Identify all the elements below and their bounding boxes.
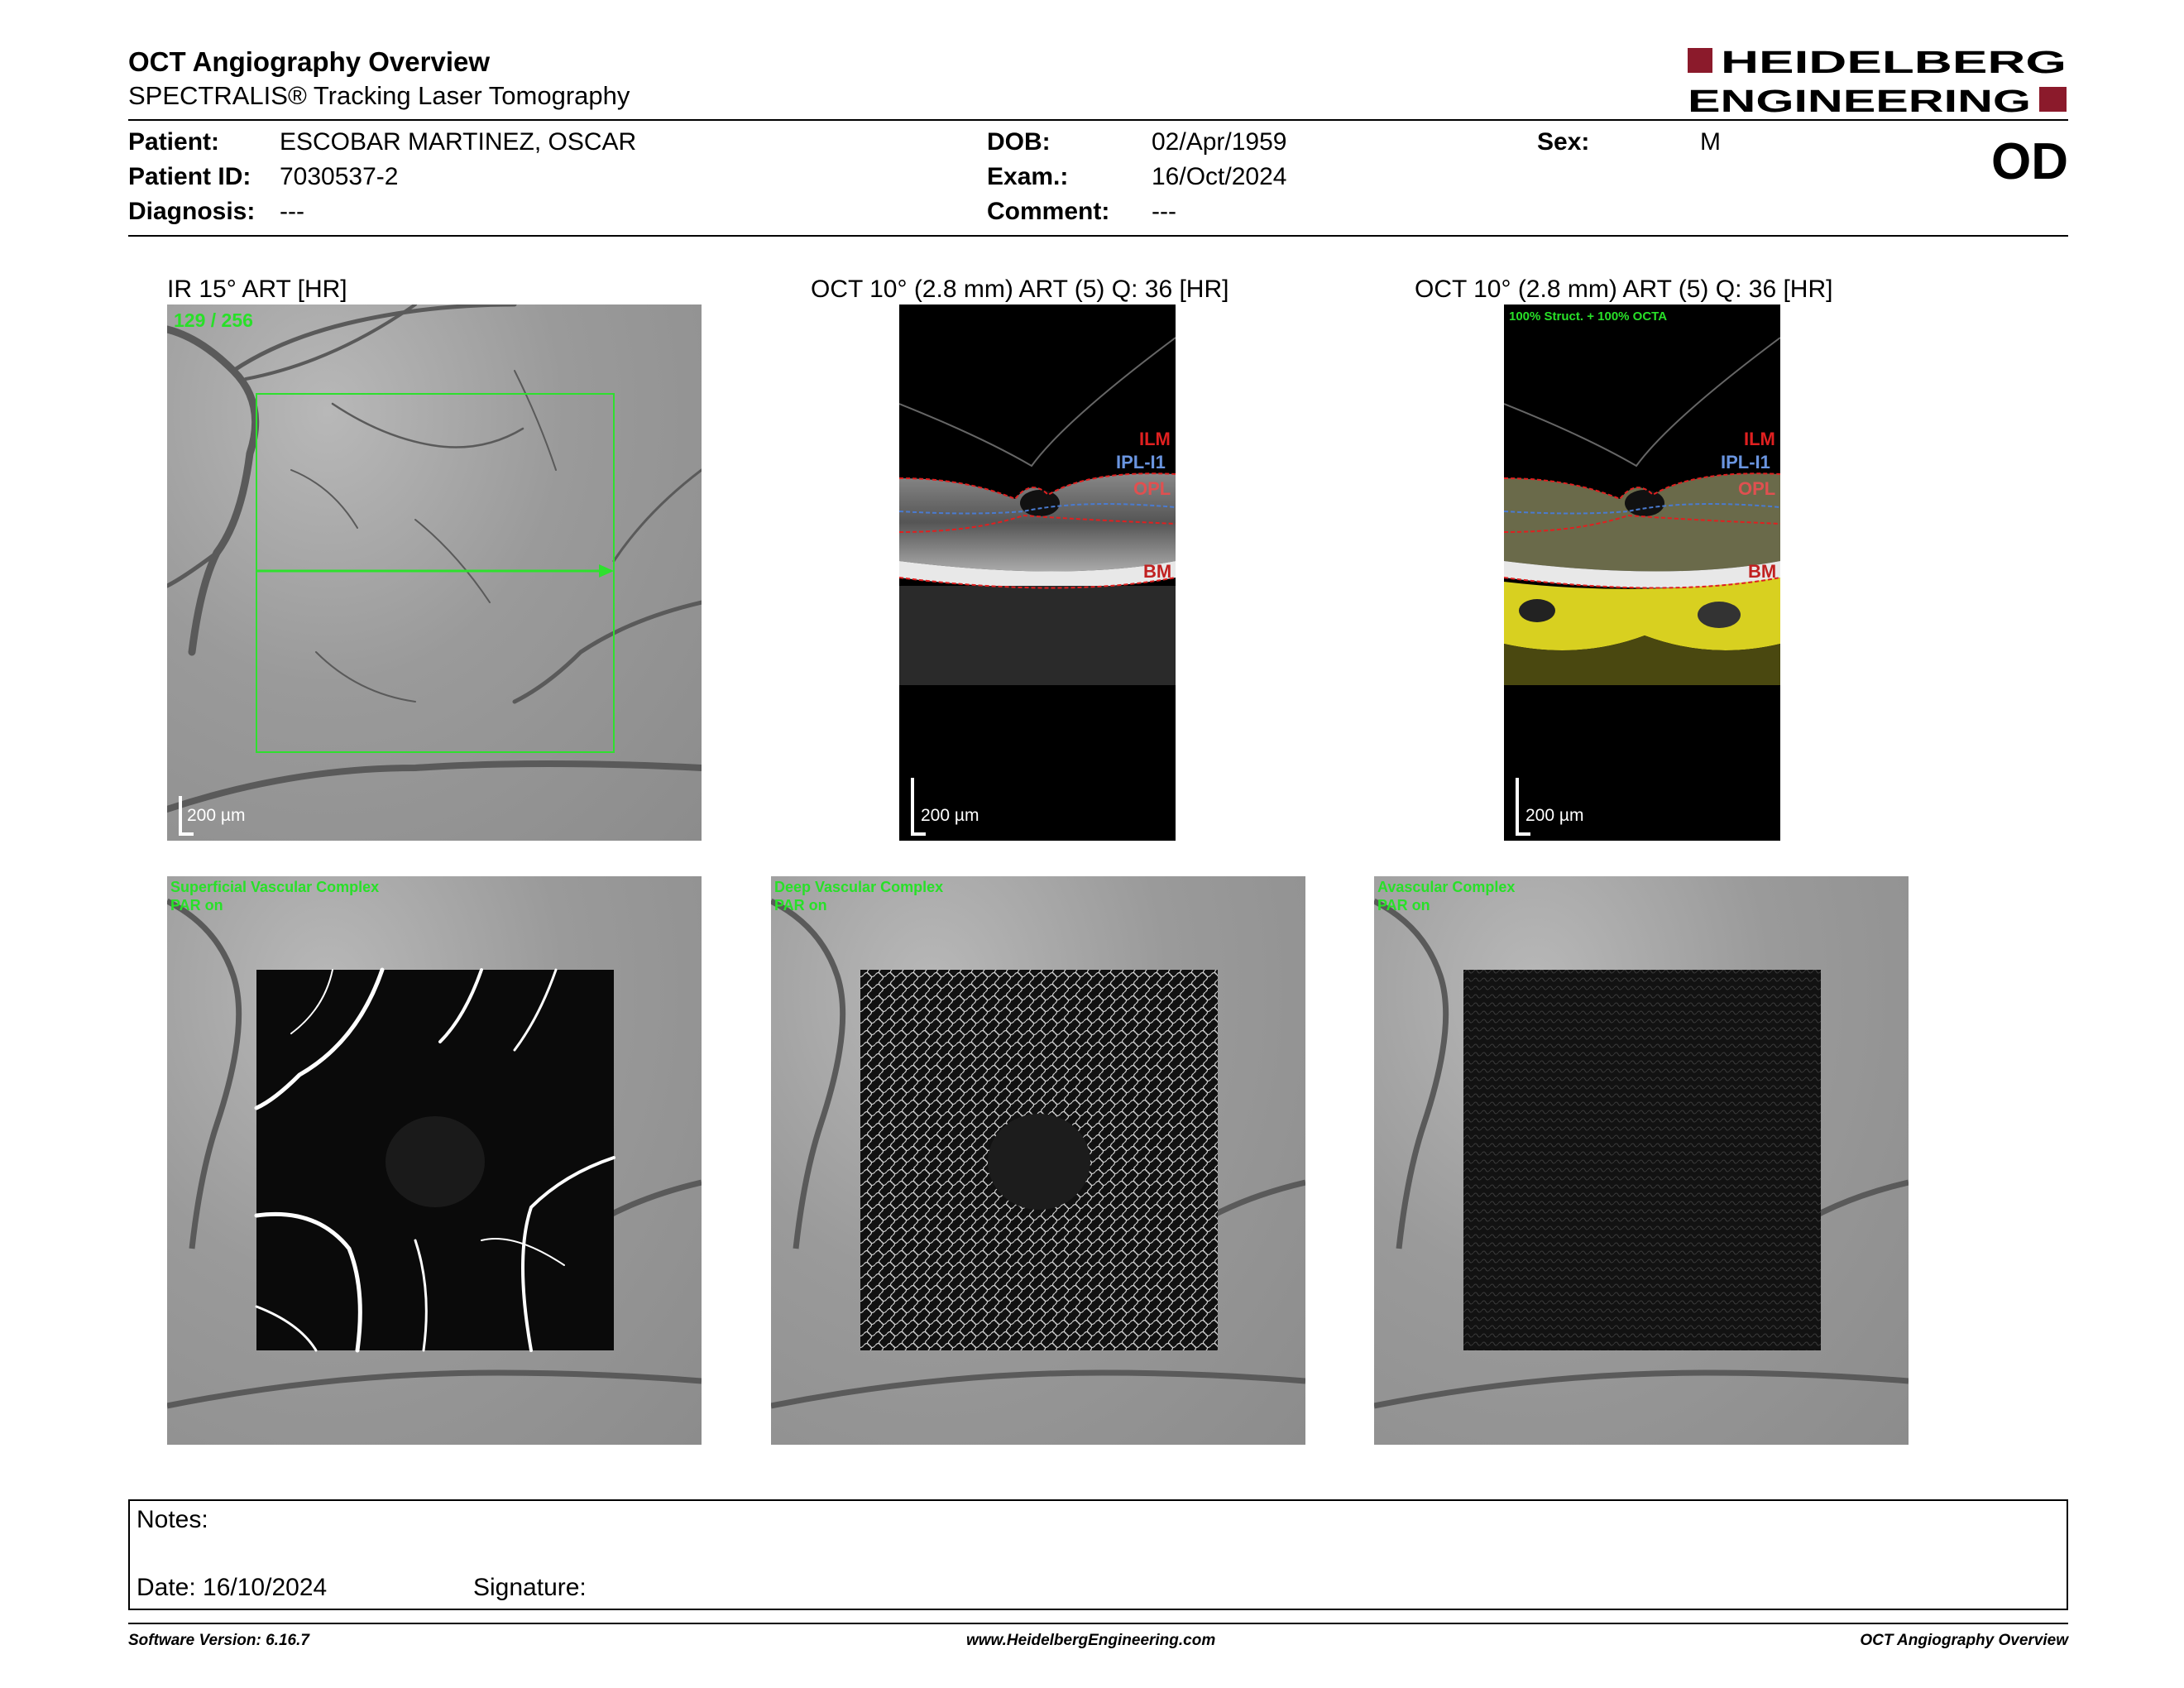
oct1-caption: OCT 10° (2.8 mm) ART (5) Q: 36 [HR] [811,276,1229,303]
oct2-scale-label: 200 µm [1525,806,1584,825]
oct1-scale-bar [911,770,1010,836]
website-link[interactable]: www.HeidelbergEngineering.com [966,1632,1216,1649]
svg-text:ENGINEERING: ENGINEERING [1688,84,2031,116]
oct-octa-overlay-image [1504,305,1780,841]
ir-fundus-image [167,305,702,841]
ir-caption: IR 15° ART [HR] [167,276,347,303]
patient-label: Patient: [128,128,220,156]
diagnosis-value: --- [280,198,304,225]
opl-label: OPL [1133,478,1171,499]
dob-label: DOB: [987,128,1051,156]
ir-scale-bar [179,796,278,836]
ilm-label: ILM [1139,429,1171,449]
notes-box[interactable] [128,1499,2068,1610]
svg-text:HEIDELBERG: HEIDELBERG [1721,46,2067,80]
report-subtitle: SPECTRALIS® Tracking Laser Tomography [128,81,630,110]
notes-date: Date: 16/10/2024 [136,1574,328,1601]
heidelberg-logo [1688,46,2068,116]
ipl-label: IPL-I1 [1116,452,1166,472]
deep-slab-label: Deep Vascular Complex PAR on [774,879,944,914]
bm-label: BM [1143,561,1172,582]
signature-label: Signature: [473,1574,587,1601]
avascular-slab-image [1374,876,1909,1445]
octa-overlay-label: 100% Struct. + 100% OCTA [1509,309,1668,324]
ir-scan-counter: 129 / 256 [174,309,253,331]
ipl-label-2: IPL-I1 [1721,452,1770,472]
patient-id: 7030537-2 [280,163,399,190]
deep-slab-image [771,876,1305,1445]
notes-label: Notes: [136,1506,208,1533]
patient-rule [128,235,2068,237]
footer-report-name: OCT Angiography Overview [1860,1632,2068,1649]
comment-label: Comment: [987,198,1110,225]
sex-value: M [1700,128,1721,156]
header-rule [128,119,2068,121]
patient-id-label: Patient ID: [128,163,251,190]
oct2-scale-bar [1516,770,1615,836]
report-title: OCT Angiography Overview [128,46,491,77]
comment-value: --- [1152,198,1176,225]
patient-name: ESCOBAR MARTINEZ, OSCAR [280,128,637,156]
oct2-caption: OCT 10° (2.8 mm) ART (5) Q: 36 [HR] [1415,276,1833,303]
exam-value: 16/Oct/2024 [1152,163,1287,190]
footer-rule [128,1623,2068,1624]
ir-scale-label: 200 µm [187,806,246,825]
dob-value: 02/Apr/1959 [1152,128,1287,156]
bm-label-2: BM [1748,561,1777,582]
oct1-scale-label: 200 µm [921,806,979,825]
diagnosis-label: Diagnosis: [128,198,256,225]
oct-bscan-image [899,305,1176,841]
avascular-slab-label: Avascular Complex PAR on [1377,879,1516,914]
eye-indicator: OD [1991,133,2068,190]
superficial-slab-image [167,876,702,1445]
opl-label-2: OPL [1738,478,1776,499]
ilm-label-2: ILM [1744,429,1775,449]
software-version: Software Version: 6.16.7 [128,1632,309,1649]
superficial-slab-label: Superficial Vascular Complex PAR on [170,879,380,914]
sex-label: Sex: [1537,128,1590,156]
exam-label: Exam.: [987,163,1069,190]
